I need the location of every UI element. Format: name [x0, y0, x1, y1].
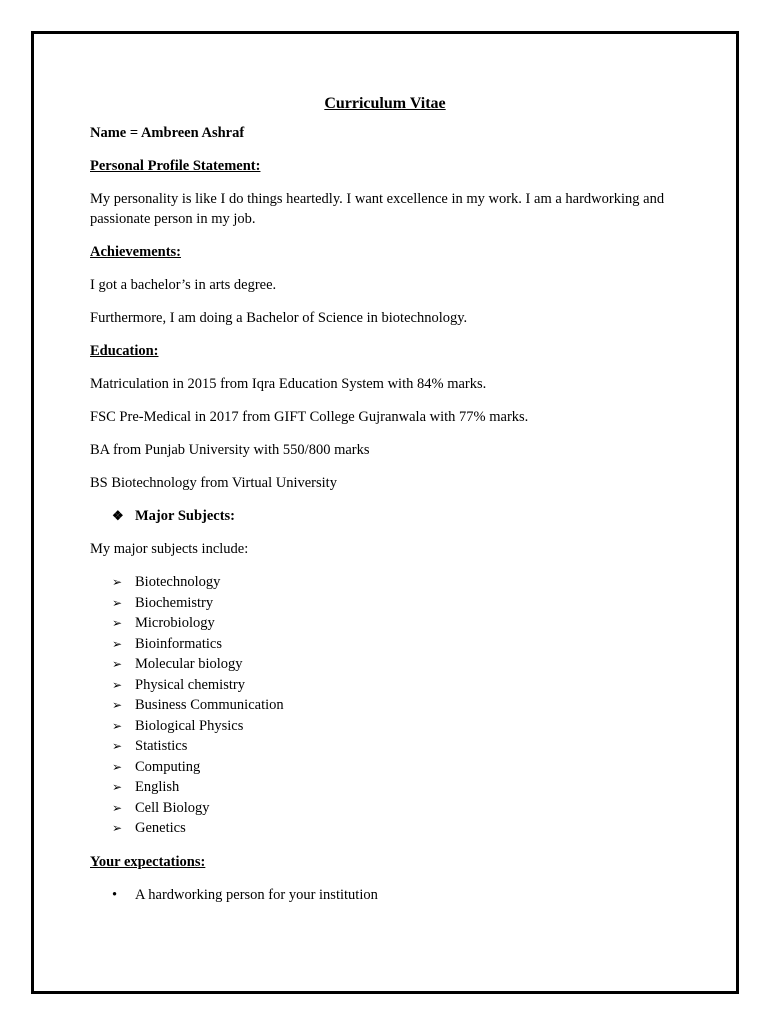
- document-body: [90, 94, 680, 905]
- achievement-item: Furthermore, I am doing a Bachelor of Science in biotechnology.: [90, 310, 468, 326]
- major-subjects-heading: [90, 506, 680, 526]
- achievement-item: I got a bachelor’s in arts degree.: [90, 277, 277, 293]
- subject-list-item: [90, 736, 680, 757]
- subject-list-item: [90, 675, 680, 696]
- subject-label: English: [135, 779, 180, 795]
- major-subjects-label: Major Subjects:: [135, 508, 236, 524]
- diamond-bullet-icon: ❖: [112, 508, 124, 523]
- major-subjects-list: [90, 572, 680, 839]
- arrow-bullet-icon: ➢: [112, 657, 123, 671]
- arrow-bullet-icon: ➢: [112, 739, 123, 753]
- dot-bullet-icon: •: [112, 886, 118, 903]
- arrow-bullet-icon: ➢: [112, 718, 123, 733]
- subject-label: Microbiology: [135, 615, 215, 631]
- subject-list-item: [90, 695, 680, 716]
- arrow-bullet-icon: ➢: [112, 575, 123, 589]
- arrow-bullet-icon: ➢: [112, 759, 123, 774]
- education-heading: Education:: [90, 343, 159, 359]
- document-title: Curriculum Vitae: [324, 95, 446, 112]
- education-item: Matriculation in 2015 from Iqra Education System with 84% marks.: [90, 376, 487, 392]
- expectation-label: A hardworking person for your institution: [135, 886, 378, 903]
- arrow-bullet-icon: ➢: [112, 677, 123, 692]
- education-item: BS Biotechnology from Virtual University: [90, 475, 337, 491]
- name-line: Name = Ambreen Ashraf: [90, 125, 245, 141]
- arrow-bullet-icon: ➢: [112, 595, 123, 610]
- arrow-bullet-icon: ➢: [112, 780, 123, 794]
- education-item: FSC Pre-Medical in 2017 from GIFT College Gujranwala with 77% marks.: [90, 409, 529, 425]
- arrow-bullet-icon: ➢: [112, 616, 123, 630]
- subject-label: Business Communication: [135, 697, 284, 713]
- subject-list-item: [90, 593, 680, 614]
- subject-list-item: [90, 634, 680, 655]
- arrow-bullet-icon: ➢: [112, 698, 123, 712]
- subject-label: Cell Biology: [135, 799, 210, 816]
- subject-list-item: [90, 798, 680, 819]
- major-subjects-intro: My major subjects include:: [90, 541, 249, 557]
- education-item: BA from Punjab University with 550/800 marks: [90, 442, 370, 458]
- subject-label: Physical chemistry: [135, 676, 245, 693]
- subject-label: Bioinformatics: [135, 635, 222, 652]
- profile-text: My personality is like I do things heartedly. I want excellence in my work. I am a hardworking and passionate person in my job.: [90, 191, 665, 227]
- subject-list-item: [90, 716, 680, 737]
- subject-label: Molecular biology: [135, 656, 243, 672]
- subject-list-item: [90, 818, 680, 839]
- subject-list-item: [90, 572, 680, 593]
- expectations-list: [90, 885, 680, 905]
- subject-list-item: [90, 654, 680, 675]
- expectation-list-item: [90, 885, 680, 905]
- arrow-bullet-icon: ➢: [112, 636, 123, 651]
- subject-label: Genetics: [135, 820, 186, 836]
- expectations-heading: Your expectations:: [90, 853, 206, 870]
- subject-list-item: [90, 613, 680, 634]
- subject-label: Biochemistry: [135, 594, 214, 611]
- subject-label: Biotechnology: [135, 574, 221, 590]
- achievements-heading: Achievements:: [90, 244, 182, 260]
- subject-list-item: [90, 777, 680, 798]
- subject-label: Statistics: [135, 738, 188, 754]
- subject-label: Computing: [135, 758, 201, 775]
- profile-heading: Personal Profile Statement:: [90, 158, 261, 174]
- arrow-bullet-icon: ➢: [112, 821, 123, 835]
- arrow-bullet-icon: ➢: [112, 800, 123, 815]
- subject-list-item: [90, 757, 680, 778]
- subject-label: Biological Physics: [135, 717, 244, 734]
